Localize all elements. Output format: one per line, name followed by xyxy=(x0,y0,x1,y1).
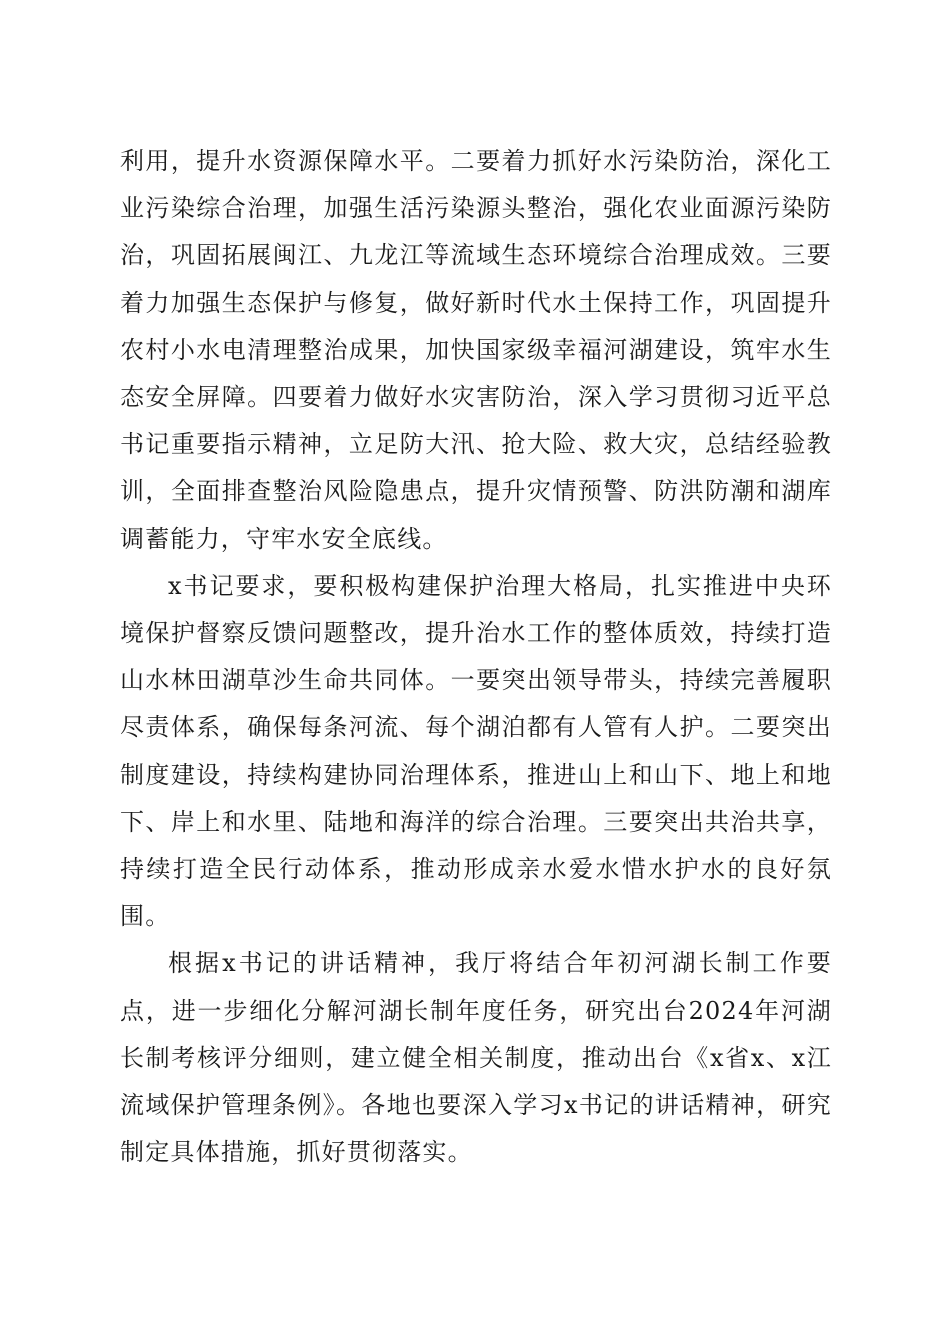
document-body xyxy=(120,138,832,1176)
paragraph-secretary-requirements: x书记要求，要积极构建保护治理大格局，扎实推进中央环境保护督察反馈问题整改，提升治水工作的整体质效，持续打造山水林田湖草沙生命共同体。一要突出领导带头，持续完善履职尽责体系，确保每条河流、每个湖泊都有人管有人护。二要突出制度建设，持续构建协同治理体系，推进山上和山下、地上和地下、岸上和水里、陆地和海洋的综合治理。三要突出共治共享，持续打造全民行动体系，推动形成亲水爱水惜水护水的良好氛围。 xyxy=(120,571,832,931)
paragraph-implementation: 根据x书记的讲话精神，我厅将结合年初河湖长制工作要点，进一步细化分解河湖长制年度任务，研究出台2024年河湖长制考核评分细则，建立健全相关制度，推动出台《x省x、x江流域保护管理条例》。各地也要深入学习x书记的讲话精神，研究制定具体措施，抓好贯彻落实。 xyxy=(120,949,832,1167)
paragraph-continued: 利用，提升水资源保障水平。二要着力抓好水污染防治，深化工业污染综合治理，加强生活污染源头整治，强化农业面源污染防治，巩固拓展闽江、九龙江等流域生态环境综合治理成效。三要着力加强生态保护与修复，做好新时代水土保持工作，巩固提升农村小水电清理整治成果，加快国家级幸福河湖建设，筑牢水生态安全屏障。四要着力做好水灾害防治，深入学习贯彻习近平总书记重要指示精神，立足防大汛、抢大险、救大灾，总结经验教训，全面排查整治风险隐患点，提升灾情预警、防洪防潮和湖库调蓄能力，守牢水安全底线。 xyxy=(120,147,832,553)
